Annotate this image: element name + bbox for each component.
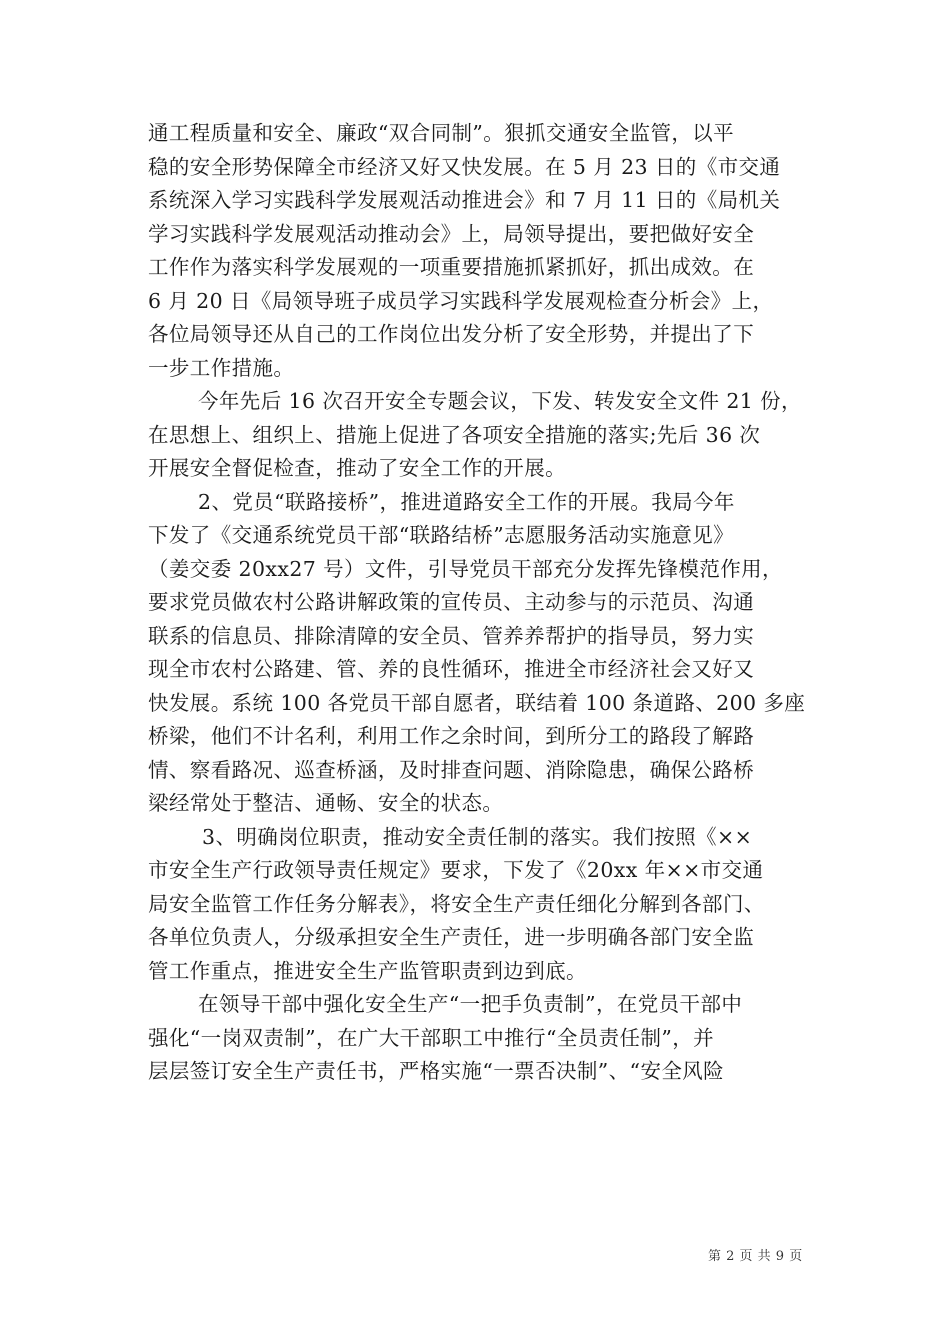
text-line: 在领导干部中强化安全生产“一把手负责制”，在党员干部中 xyxy=(198,992,743,1016)
text-line: 管工作重点，推进安全生产监管职责到边到底。 xyxy=(148,958,587,983)
text-line: 联系的信息员、排除清障的安全员、管养养帮护的指导员，努力实 xyxy=(148,623,755,648)
text-line: 开展安全督促检查，推动了安全工作的开展。 xyxy=(148,456,566,480)
text-line: 下发了《交通系统党员干部“联路结桥”志愿服务活动实施意见》 xyxy=(148,523,735,547)
text-line: 梁经常处于整洁、通畅、安全的状态。 xyxy=(148,791,504,815)
text-line: 3、明确岗位职责，推动安全责任制的落实。我们按照《×× xyxy=(202,824,753,849)
text-line: 通工程质量和安全、廉政“双合同制”。狠抓交通安全监管，以平 xyxy=(148,121,735,145)
text-line: 一步工作措施。 xyxy=(148,355,295,380)
text-line: 各位局领导还从自己的工作岗位出发分析了安全形势，并提出了下 xyxy=(148,322,755,346)
text-line: 要求党员做农村公路讲解政策的宣传员、主动参与的示范员、沟通 xyxy=(148,590,755,614)
text-line: 各单位负责人，分级承担安全生产责任，进一步明确各部门安全监 xyxy=(148,925,755,949)
page-number-footer: 第 2 页 共 9 页 xyxy=(708,1249,803,1264)
text-line: 现全市农村公路建、管、养的良性循环，推进全市经济社会又好又 xyxy=(148,657,755,681)
text-line: 学习实践科学发展观活动推动会》上，局领导提出，要把做好安全 xyxy=(148,221,755,246)
text-line: 2、党员“联路接桥”，推进道路安全工作的开展。我局今年 xyxy=(198,489,735,514)
text-line: （姜交委 20xx27 号）文件，引导党员干部充分发挥先锋模范作用， xyxy=(148,556,783,581)
text-line: 情、察看路况、巡查桥涵，及时排查问题、消除隐患，确保公路桥 xyxy=(148,757,755,782)
text-line: 强化“一岗双责制”，在广大干部职工中推行“全员责任制”，并 xyxy=(148,1025,715,1050)
text-line: 层层签订安全生产责任书，严格实施“一票否决制”、“安全风险 xyxy=(148,1059,725,1083)
text-line: 桥梁，他们不计名利，利用工作之余时间，到所分工的路段了解路 xyxy=(148,724,755,748)
text-line: 6 月 20 日《局领导班子成员学习实践科学发展观检查分析会》上， xyxy=(148,288,774,313)
text-line: 局安全监管工作任务分解表》，将安全生产责任细化分解到各部门、 xyxy=(148,891,765,916)
text-line: 快发展。系统 100 各党员干部自愿者，联结着 100 条道路、200 多座 xyxy=(148,690,806,715)
text-line: 工作作为落实科学发展观的一项重要措施抓紧抓好，抓出成效。在 xyxy=(148,255,755,279)
text-line: 在思想上、组织上、措施上促进了各项安全措施的落实;先后 36 次 xyxy=(148,422,761,447)
text-line: 系统深入学习实践科学发展观活动推进会》和 7 月 11 日的《局机关 xyxy=(148,188,781,212)
text-line: 市安全生产行政领导责任规定》要求，下发了《20xx 年××市交通 xyxy=(148,858,764,882)
text-line: 今年先后 16 次召开安全专题会议，下发、转发安全文件 21 份， xyxy=(198,389,802,413)
document-body xyxy=(148,117,808,1089)
text-line: 稳的安全形势保障全市经济又好又快发展。在 5 月 23 日的《市交通 xyxy=(148,154,781,179)
